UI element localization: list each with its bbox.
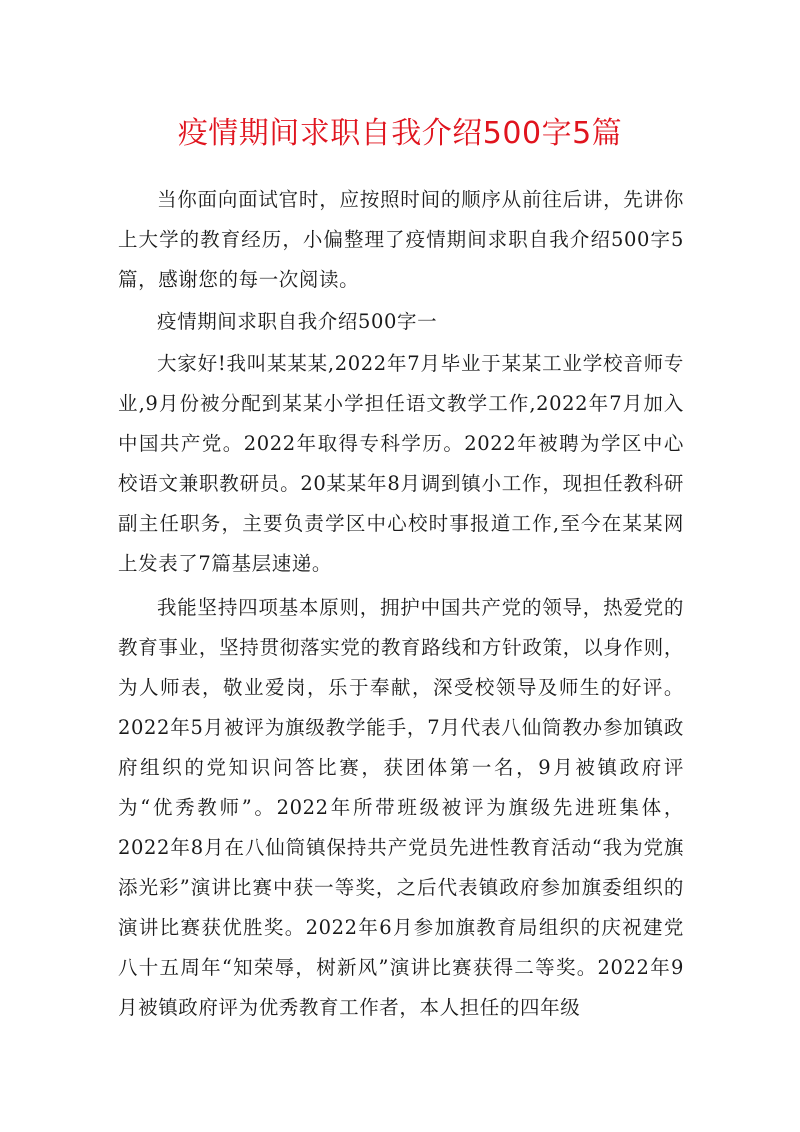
section-heading: 疫情期间求职自我介绍500字一 (157, 310, 438, 333)
body-paragraph: 我能坚持四项基本原则，拥护中国共产党的领导，热爱党的教育事业，坚持贯彻落实党的教育路线和方针政策，以身作则，为人师表，敬业爱岗，乐于奉献，深受校领导及师生的好评。2022年5月被评为旗级教学能手，7月代表八仙筒教办参加镇政府组织的党知识问答比赛，获团体第一名，9月被镇政府评为“优秀教师”。2022年所带班级被评为旗级先进班集体，2022年8月在八仙筒镇保持共产党员先进性教育活动“我为党旗添光彩”演讲比赛中获一等奖，之后代表镇政府参加旗委组织的演讲比赛获优胜奖。2022年6月参加旗教育局组织的庆祝建党八十五周年“知荣辱，树新风”演讲比赛获得二等奖。2022年9月被镇政府评为优秀教育工作者，本人担任的四年级 (118, 596, 684, 1019)
document-title: 疫情期间求职自我介绍500字5篇 (177, 116, 623, 151)
intro-paragraph: 当你面向面试官时，应按照时间的顺序从前往后讲，先讲你上大学的教育经历，小偏整理了疫情期间求职自我介绍500字5篇，感谢您的每一次阅读。 (118, 188, 684, 291)
body-paragraph: 大家好!我叫某某某,2022年7月毕业于某某工业学校音师专业,9月份被分配到某某小学担任语文教学工作,2022年7月加入中国共产党。2022年取得专科学历。2022年被聘为学区中心校语文兼职教研员。20某某年8月调到镇小工作，现担任教科研副主任职务，主要负责学区中心校时事报道工作,至今在某某网上发表了7篇基层速递。 (118, 352, 684, 575)
document-body (118, 180, 684, 1028)
